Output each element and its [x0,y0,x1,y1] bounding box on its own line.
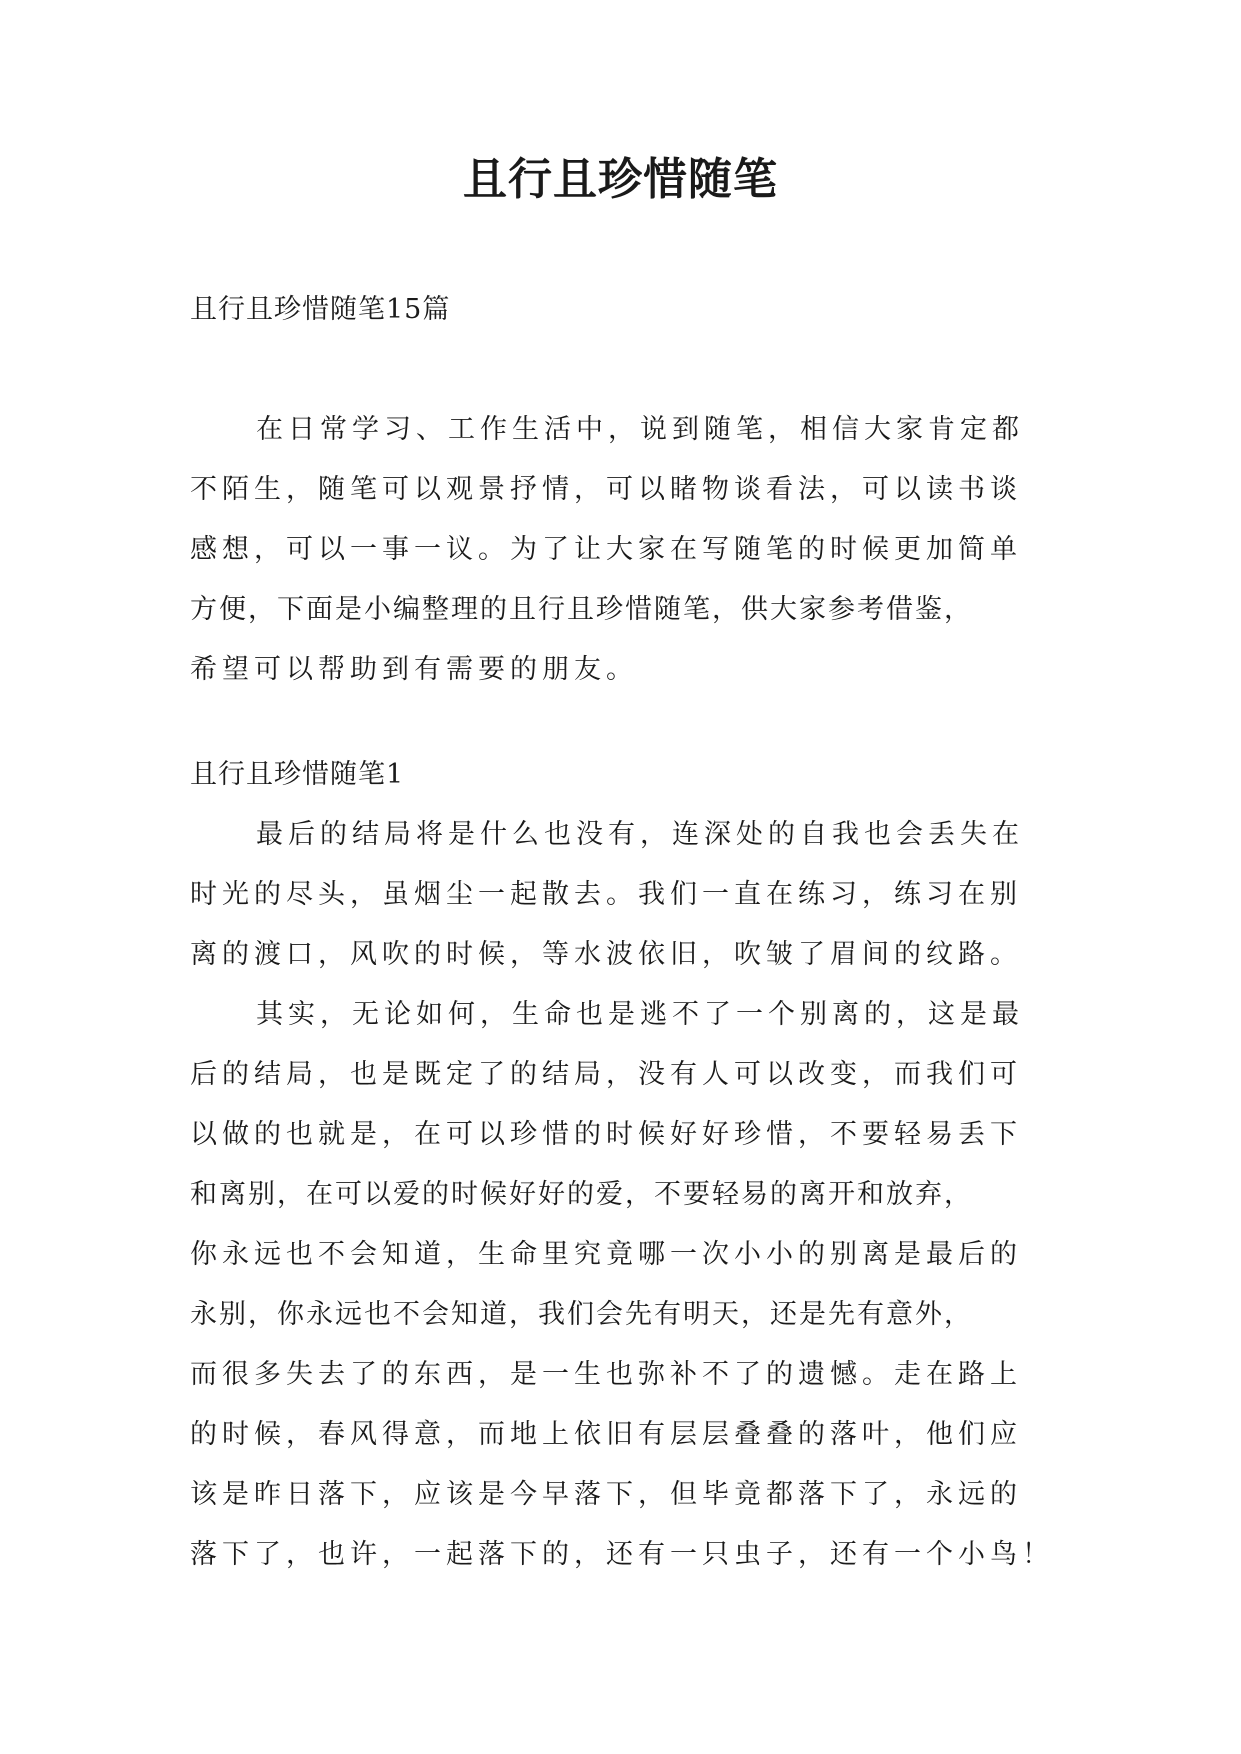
document-title: 且行且珍惜随笔 [463,154,778,205]
body-line: 离的渡口，风吹的时候，等水波依旧，吹皱了眉间的纹路。 [190,939,1022,970]
intro-line: 在日常学习、工作生活中，说到随笔，相信大家肯定都 [256,414,1024,445]
intro-line: 感想，可以一事一议。为了让大家在写随笔的时候更加简单 [190,534,1022,565]
body-line: 和离别，在可以爱的时候好好的爱，不要轻易的离开和放弃， [190,1179,973,1210]
body-line: 而很多失去了的东西，是一生也弥补不了的遗憾。走在路上 [190,1359,1022,1390]
intro-paragraph [190,400,1070,700]
intro-line: 方便，下面是小编整理的且行且珍惜随笔，供大家参考借鉴， [190,594,973,625]
body-line: 该是昨日落下，应该是今早落下，但毕竟都落下了，永远的 [190,1479,1022,1510]
body-line: 永别，你永远也不会知道，我们会先有明天，还是先有意外， [190,1299,973,1330]
body-line: 其实，无论如何，生命也是逃不了一个别离的，这是最 [256,999,1024,1030]
intro-line: 不陌生，随笔可以观景抒情，可以睹物谈看法，可以读书谈 [190,474,1022,505]
section-body [190,805,1070,1585]
body-line: 时光的尽头，虽烟尘一起散去。我们一直在练习，练习在别 [190,879,1022,910]
body-line: 后的结局，也是既定了的结局，没有人可以改变，而我们可 [190,1059,1022,1090]
body-line: 落下了，也许，一起落下的，还有一只虫子，还有一个小鸟！ [190,1539,1054,1570]
body-line: 以做的也就是，在可以珍惜的时候好好珍惜，不要轻易丢下 [190,1119,1022,1150]
section-heading: 且行且珍惜随笔1 [190,759,405,790]
body-line: 的时候，春风得意，而地上依旧有层层叠叠的落叶，他们应 [190,1419,1022,1450]
document-subtitle: 且行且珍惜随笔15篇 [190,294,451,325]
body-line: 最后的结局将是什么也没有，连深处的自我也会丢失在 [256,819,1024,850]
intro-line: 希望可以帮助到有需要的朋友。 [190,654,638,685]
body-line: 你永远也不会知道，生命里究竟哪一次小小的别离是最后的 [190,1239,1022,1270]
